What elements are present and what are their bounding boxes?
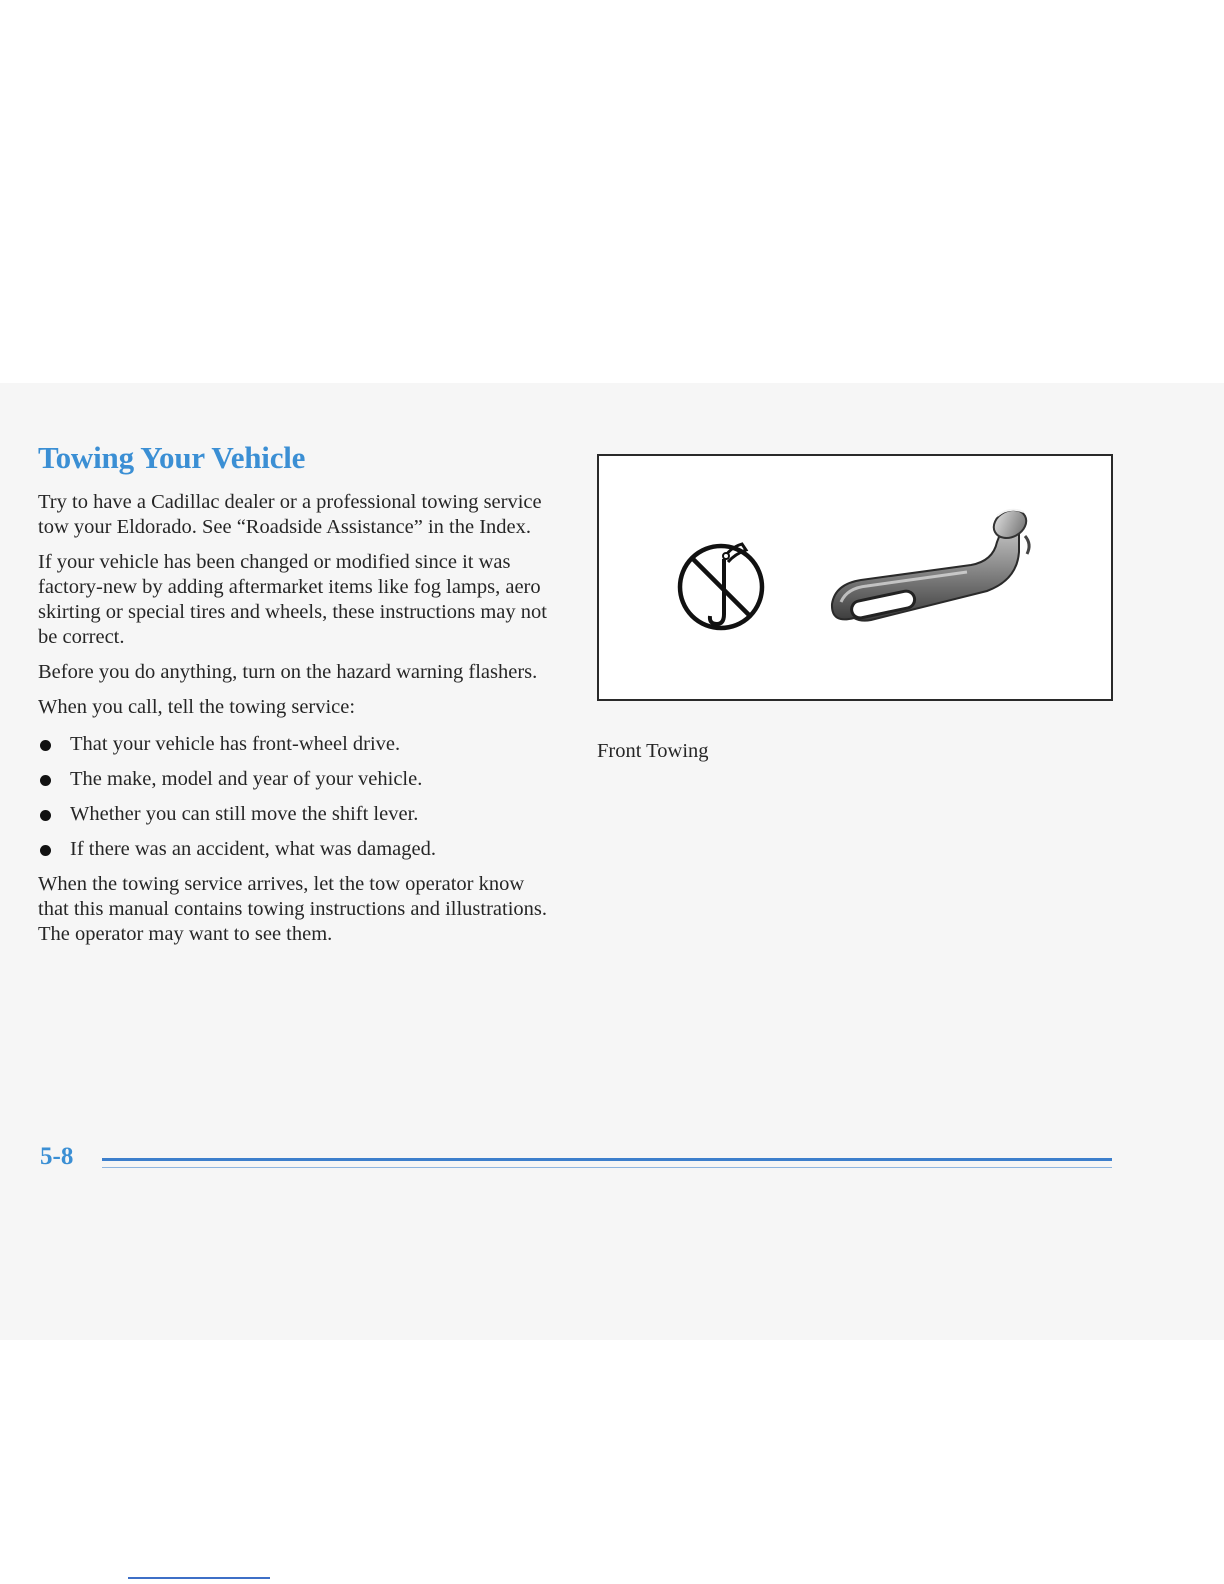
list-item xyxy=(38,802,548,827)
illustration-svg xyxy=(599,456,1111,699)
closing-paragraph: When the towing service arrives, let the tow operator know that this manual contains towing instructions and illustrations. The operator may want to see them. xyxy=(38,872,548,945)
call-paragraph: When you call, tell the towing service: xyxy=(38,695,356,718)
bullet-icon xyxy=(40,775,51,786)
intro-paragraph: Try to have a Cadillac dealer or a professional towing service tow your Eldorado. See “Roadside Assistance” in the Index. xyxy=(38,490,542,538)
footer-rule-thin xyxy=(102,1167,1112,1168)
page-title: Towing Your Vehicle xyxy=(38,440,306,475)
list-item-text: That your vehicle has front-wheel drive. xyxy=(70,732,401,755)
towing-info-list xyxy=(38,732,548,862)
modification-paragraph: If your vehicle has been changed or modified since it was factory-new by adding aftermarket items like fog lamps, aero skirting or special tires and wheels, these instructions may not be correct. xyxy=(38,550,547,648)
list-item-text: If there was an accident, what was damaged. xyxy=(70,837,436,860)
bullet-icon xyxy=(40,740,51,751)
figure-caption: Front Towing xyxy=(597,740,709,762)
list-item-text: Whether you can still move the shift lever. xyxy=(70,802,419,825)
list-item xyxy=(38,732,548,757)
text-column xyxy=(38,440,548,947)
front-towing-illustration xyxy=(597,454,1113,701)
tow-bracket-icon xyxy=(832,505,1031,621)
list-item xyxy=(38,837,548,862)
bullet-icon xyxy=(40,845,51,856)
no-hook-icon xyxy=(680,544,762,628)
list-item xyxy=(38,767,548,792)
page-number: 5-8 xyxy=(40,1143,74,1170)
footer-rule xyxy=(102,1158,1112,1161)
hazard-paragraph: Before you do anything, turn on the hazard warning flashers. xyxy=(38,660,538,683)
bottom-link-underline xyxy=(128,1577,270,1579)
bullet-icon xyxy=(40,810,51,821)
list-item-text: The make, model and year of your vehicle. xyxy=(70,767,423,790)
